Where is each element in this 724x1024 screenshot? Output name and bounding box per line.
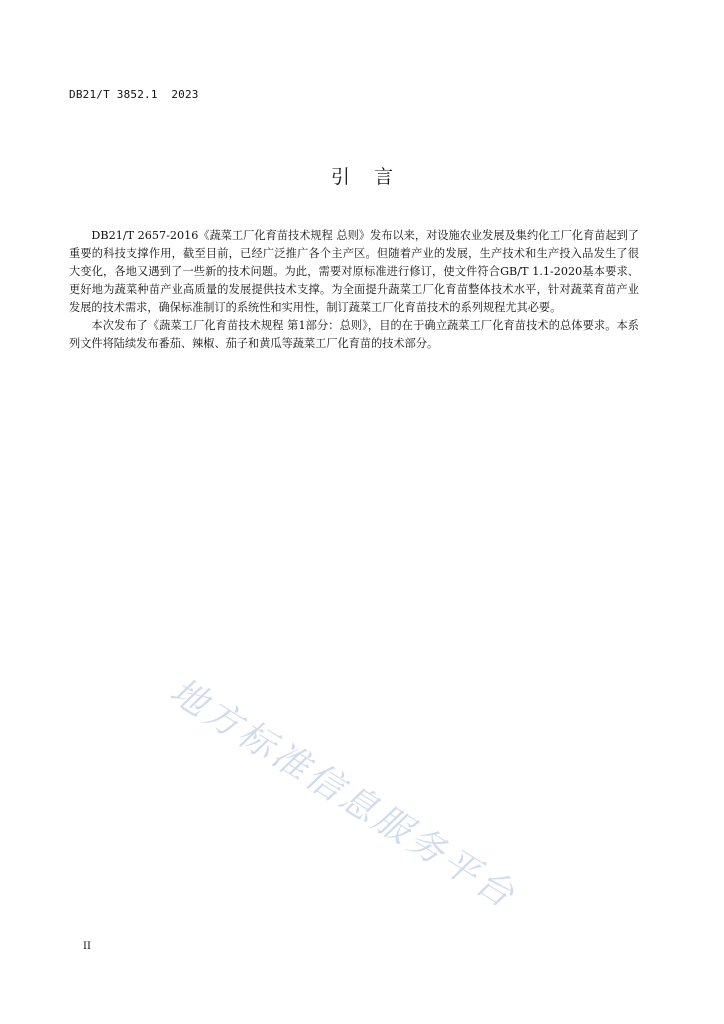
section-title: 引 言 [330, 166, 394, 188]
paragraph-1: DB21/T 2657-2016《蔬菜工厂化育苗技术规程 总则》发布以来，对设施农业发展及集约化工厂化育苗起到了重要的科技支撑作用，截至目前，已经广泛推广各个主产区。但随着产业的发展，生产技术和生产投入品发生了很大变化，各地又遇到了一些新的技术问题。为此，需要对原标准进行修订，使文件符合GB/T 1.1-2020基本要求、更好地为蔬菜种苗产业高质量的发展提供技术支撑。为全面提升蔬菜工厂化育苗整体技术水平，针对蔬菜育苗产业发展的技术需求，确保标准制订的系统性和实用性，制订蔬菜工厂化育苗技术的系列规程尤其必要。 [69, 229, 639, 314]
introduction-body [69, 227, 639, 353]
standard-code: DB21/T 3852.1 2023 [69, 88, 199, 101]
page-number: II [83, 941, 91, 952]
paragraph-2: 本次发布了《蔬菜工厂化育苗技术规程 第1部分：总则》，目的在于确立蔬菜工厂化育苗技术的总体要求。本系列文件将陆续发布番茄、辣椒、茄子和黄瓜等蔬菜工厂化育苗的技术部分。 [69, 319, 639, 350]
watermark: 地方标准信息服务平台 [162, 670, 524, 918]
